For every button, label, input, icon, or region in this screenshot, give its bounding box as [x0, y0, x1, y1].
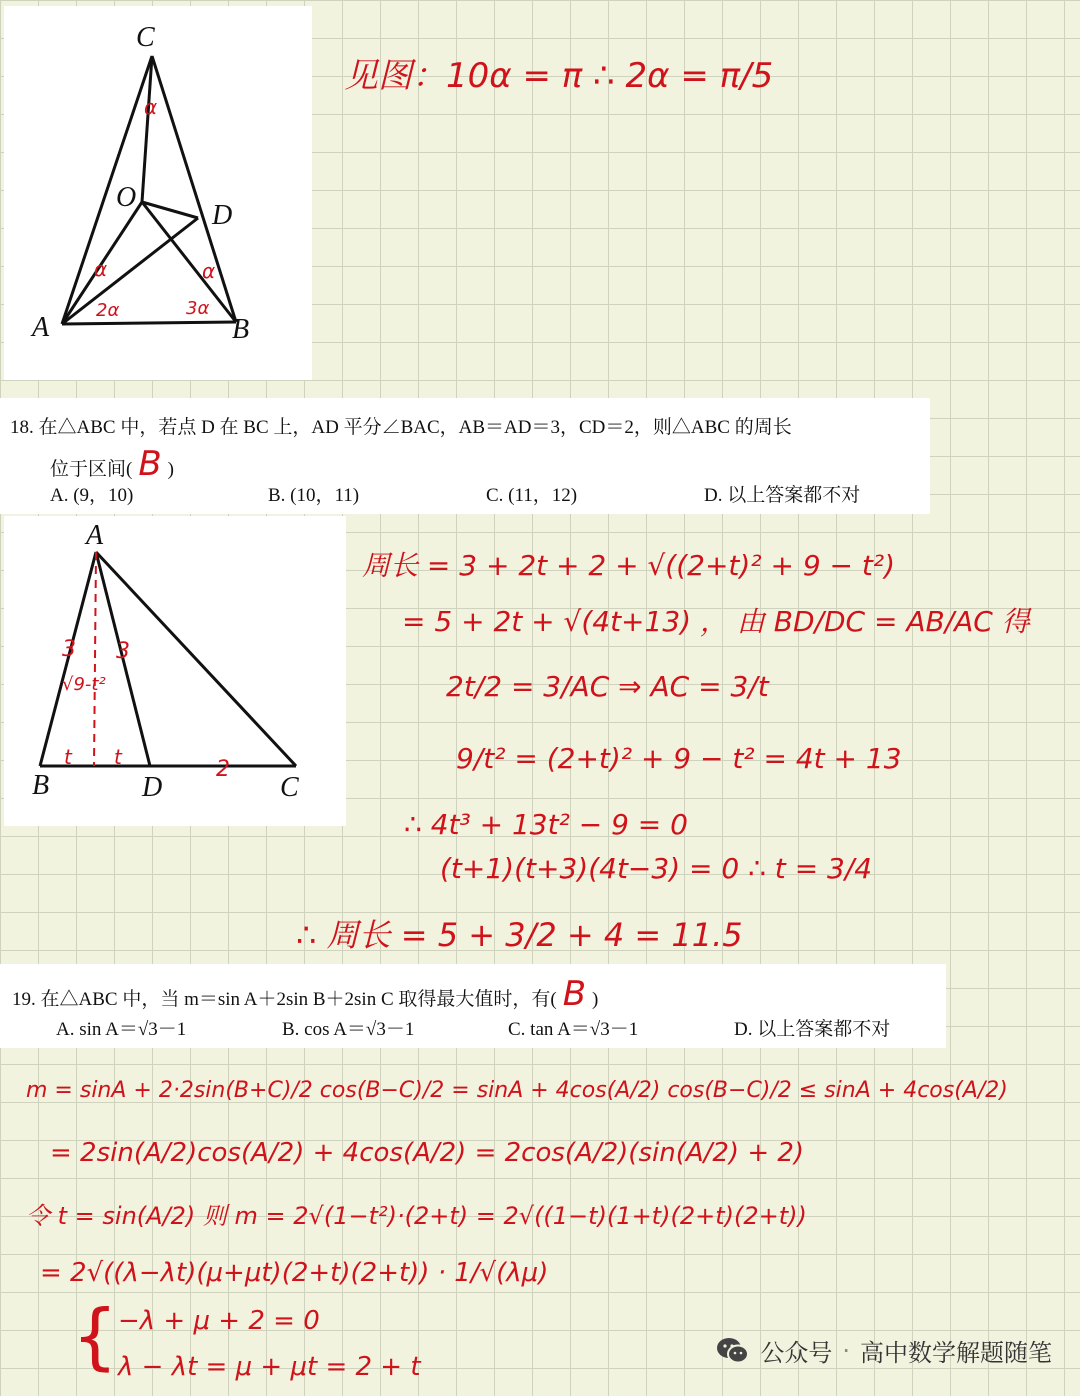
q18-stem2-end: ): [167, 459, 174, 480]
sol19-line6: λ − λt = μ + μt = 2 + t: [118, 1352, 421, 1382]
fig2-point-c: C: [280, 772, 299, 803]
q18-option-c: C. (11，12): [486, 485, 578, 506]
q19-option-c: C. tan A＝√3－1: [508, 1019, 639, 1040]
sol18-line7: ∴ 周长 = 5 + 3/2 + 4 = 11.5: [296, 916, 743, 954]
fig2-ab-length: 3: [62, 637, 76, 662]
fig2-point-b: B: [32, 770, 50, 801]
angle-a-2alpha: 2α: [96, 300, 120, 321]
sol18-line2: = 5 + 2t + √(4t+13) ， 由 BD/DC = AB/AC 得: [402, 605, 1030, 638]
fig2-ad-length: 3: [116, 639, 130, 664]
q18-stem2: 位于区间(: [50, 459, 133, 480]
q19-option-a: A. sin A＝√3－1: [56, 1019, 187, 1040]
sol18-line3: 2t/2 = 3/AC ⇒ AC = 3/t: [446, 670, 769, 703]
fig2-point-d: D: [142, 772, 163, 803]
sol18-line5: ∴ 4t³ + 13t² − 9 = 0: [404, 808, 688, 841]
wechat-icon: [716, 1336, 750, 1366]
point-c-label: C: [136, 22, 155, 53]
watermark-name: 高中数学解题随笔: [860, 1339, 1052, 1367]
q19-stem-end: ): [592, 989, 599, 1010]
fig2-dc-length: 2: [216, 757, 230, 782]
angle-a-alpha: α: [94, 257, 108, 281]
q18-option-d: D. 以上答案都不对: [704, 485, 861, 506]
q19-option-d: D. 以上答案都不对: [734, 1019, 891, 1040]
triangle-abc-figure: [4, 6, 312, 380]
q19-option-b: B. cos A＝√3－1: [282, 1019, 415, 1040]
angle-d-alpha: α: [202, 259, 216, 283]
point-o-label: O: [116, 182, 137, 213]
sol19-line2: = 2sin(A/2)cos(A/2) + 4cos(A/2) = 2cos(A/2)(sin(A/2) + 2): [50, 1138, 805, 1168]
q18-answer: B: [138, 444, 162, 484]
sol19-line5: −λ + μ + 2 = 0: [118, 1306, 320, 1336]
system-brace: {: [72, 1294, 118, 1378]
q18-option-b: B. (10，11): [268, 485, 360, 506]
sol18-line6: (t+1)(t+3)(4t−3) = 0 ∴ t = 3/4: [440, 852, 873, 885]
q18-stem-line2: [50, 444, 174, 484]
note-10alpha: 见图：10α = π ∴ 2α = π/5: [344, 56, 774, 96]
sol19-line3: 令 t = sin(A/2) 则 m = 2√(1−t²)·(2+t) = 2√((1−t)(1+t)(2+t)(2+t)): [26, 1202, 807, 1230]
sol19-line1: m = sinA + 2·2sin(B+C)/2 cos(B−C)/2 = sinA + 4cos(A/2) cos(B−C)/2 ≤ sinA + 4cos(A/2): [26, 1078, 1008, 1103]
sol19-line4: = 2√((λ−λt)(μ+μt)(2+t)(2+t)) · 1/√(λμ): [40, 1258, 549, 1288]
point-a-label: A: [32, 312, 50, 343]
sol18-line1: 周长 = 3 + 2t + 2 + √((2+t)² + 9 − t²): [362, 549, 896, 582]
watermark-brand: 公众号: [760, 1339, 833, 1367]
q18-stem: 18. 在△ABC 中，若点 D 在 BC 上，AD 平分∠BAC，AB＝AD＝3，CD＝2，则△ABC 的周长: [10, 417, 792, 438]
watermark-separator: ·: [842, 1336, 850, 1365]
point-d-label: D: [212, 200, 233, 231]
triangle-abdc-figure: [4, 516, 346, 826]
question-19-panel: [0, 964, 946, 1048]
figure-1-panel: [4, 6, 312, 380]
q19-stem-line: [12, 974, 598, 1014]
sol18-line4: 9/t² = (2+t)² + 9 − t² = 4t + 13: [456, 742, 902, 775]
point-b-label: B: [232, 314, 250, 345]
watermark: [716, 1333, 1052, 1368]
question-18-panel: [0, 398, 930, 514]
angle-b-3alpha: 3α: [186, 298, 210, 319]
figure-2-panel: [4, 516, 346, 826]
fig2-point-a: A: [86, 520, 104, 551]
q18-option-a: A. (9，10): [50, 485, 134, 506]
fig2-bd-t1: t: [64, 745, 72, 769]
fig2-height: √9-t²: [62, 674, 106, 695]
fig2-bd-t2: t: [114, 745, 122, 769]
angle-c-alpha: α: [144, 95, 158, 119]
q19-stem: 19. 在△ABC 中，当 m＝sin A＋2sin B＋2sin C 取得最大值时，有(: [12, 989, 557, 1010]
q19-answer: B: [562, 974, 587, 1014]
